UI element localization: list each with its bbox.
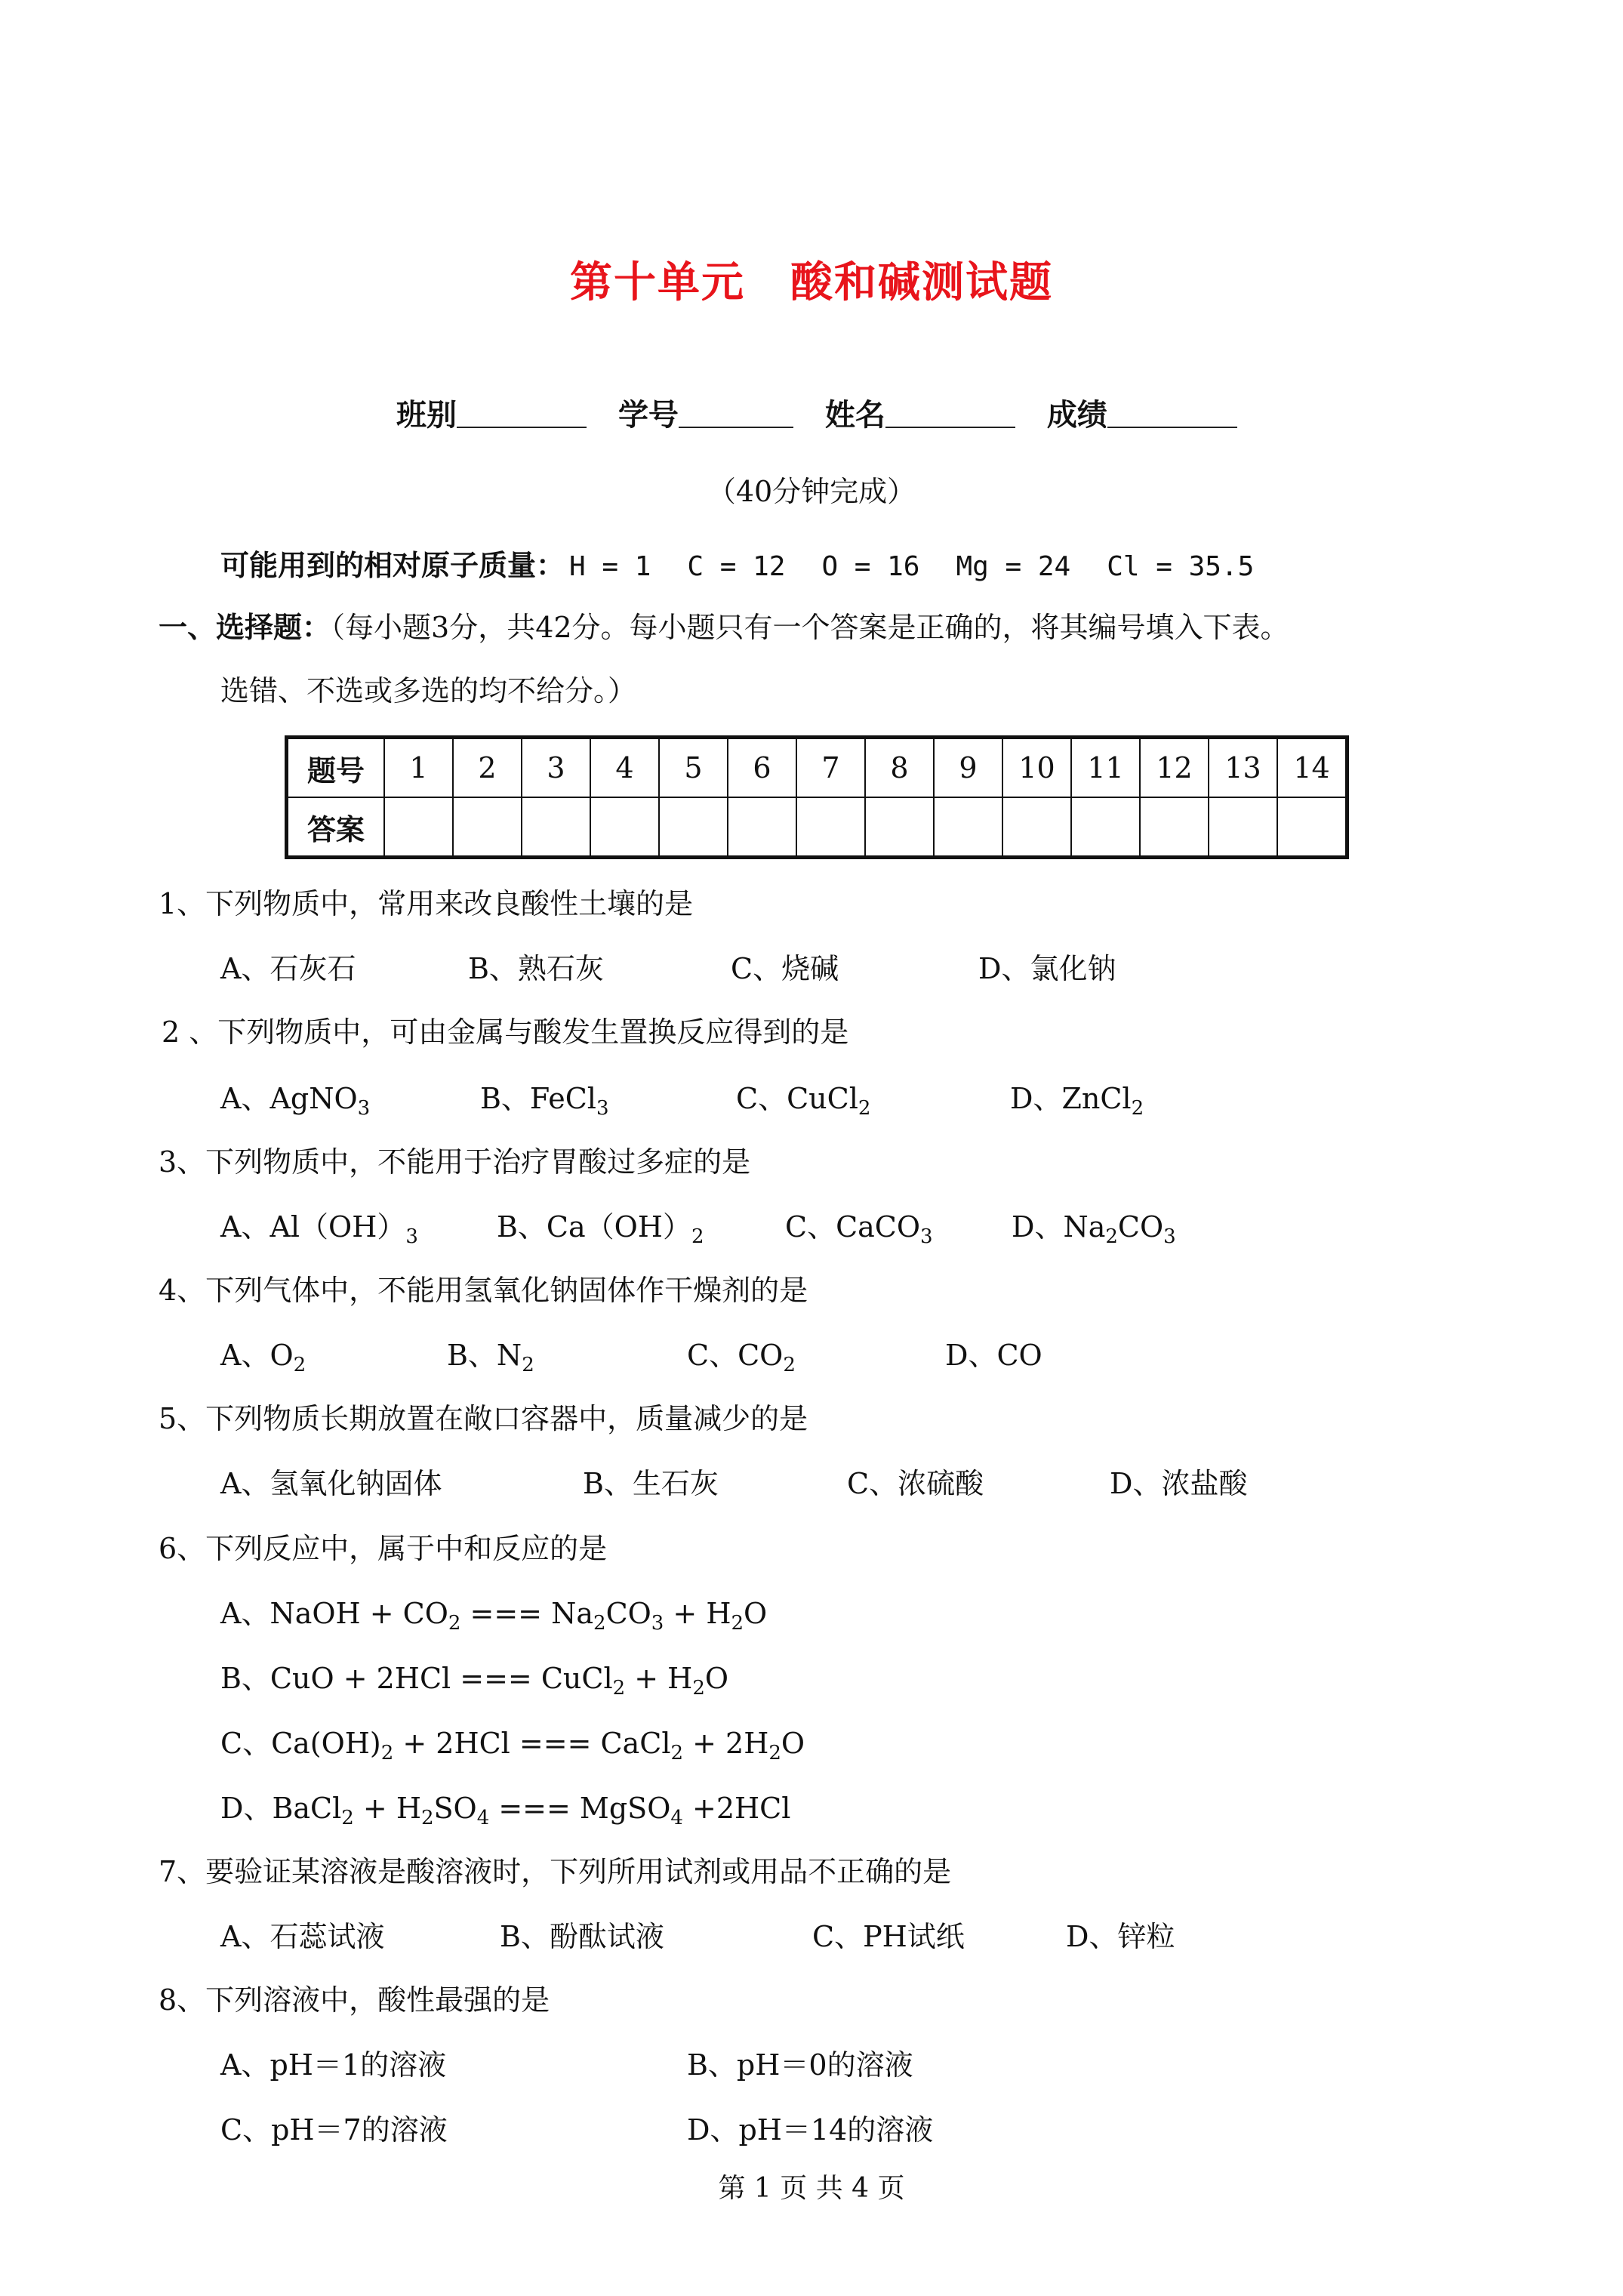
question-number-cell: 9	[934, 738, 1002, 798]
answer-table	[285, 735, 1349, 859]
score-label: 成绩	[1046, 397, 1107, 433]
question-number-cell: 1	[384, 738, 453, 798]
mass-o: O = 16	[821, 551, 920, 582]
question-2-stem: 2 、下列物质中，可由金属与酸发生置换反应得到的是	[162, 1015, 849, 1049]
q3-option-c: C、CaCO$_3$	[785, 1210, 933, 1248]
answer-cell[interactable]	[590, 797, 659, 858]
q7-option-b: B、酚酞试液	[500, 1920, 664, 1953]
question-4-stem: 4、下列气体中，不能用氢氧化钠固体作干燥剂的是	[159, 1274, 808, 1307]
q4-option-b: B、$N_2$	[447, 1339, 534, 1376]
q5-option-a: A、氢氧化钠固体	[220, 1467, 442, 1500]
question-number-cell: 11	[1071, 738, 1140, 798]
q6-option-a: A、NaOH + $CO_2$ === $Na_2CO_3 + H_2O$	[220, 1597, 768, 1635]
title-topic: 酸和碱测试题	[790, 257, 1053, 307]
question-number-cell: 12	[1140, 738, 1209, 798]
answer-table-number-row	[287, 738, 1347, 798]
question-number-cell: 14	[1277, 738, 1347, 798]
atomic-masses	[220, 542, 1254, 584]
answer-cell[interactable]	[1071, 797, 1140, 858]
answer-cell[interactable]	[1277, 797, 1347, 858]
mass-c: C = 12	[687, 551, 786, 582]
question-number-cell: 3	[522, 738, 590, 798]
page-footer: 第 1 页 共 4 页	[718, 2173, 905, 2204]
answer-cell[interactable]	[453, 797, 522, 858]
section-heading	[159, 604, 1289, 646]
q4-option-a: A、$O_2$	[220, 1339, 306, 1376]
q5-option-d: D、浓盐酸	[1110, 1467, 1248, 1500]
answer-cell[interactable]	[728, 797, 796, 858]
number-label: 学号	[617, 397, 679, 433]
question-5-stem: 5、下列物质长期放置在敞口容器中，质量减少的是	[159, 1402, 808, 1435]
q8-option-d: D、pH＝14的溶液	[687, 2113, 934, 2147]
q2-option-b: B、FeCl$_3$	[480, 1082, 609, 1120]
question-number-cell: 6	[728, 738, 796, 798]
question-number-cell: 5	[659, 738, 728, 798]
answer-cell[interactable]	[1002, 797, 1071, 858]
q4-option-c: C、$CO_2$	[687, 1339, 796, 1376]
title-unit: 第十单元	[570, 257, 745, 307]
answer-table-number-header: 题号	[287, 738, 385, 798]
q1-option-c: C、烧碱	[731, 952, 839, 985]
number-blank	[679, 399, 793, 428]
mass-h: H = 1	[569, 551, 651, 582]
page-title	[0, 249, 1623, 310]
q2-option-a: A、AgNO$_3$	[220, 1082, 371, 1120]
q8-option-a: A、pH＝1的溶液	[220, 2048, 447, 2082]
question-number-cell: 2	[453, 738, 522, 798]
q5-option-b: B、生石灰	[583, 1467, 719, 1500]
q8-option-b: B、pH＝0的溶液	[687, 2048, 913, 2082]
answer-cell[interactable]	[384, 797, 453, 858]
answer-table-answer-header: 答案	[287, 797, 385, 858]
score-blank	[1107, 399, 1237, 428]
name-label: 姓名	[824, 397, 885, 433]
question-7-stem: 7、要验证某溶液是酸溶液时，下列所用试剂或用品不正确的是	[159, 1855, 952, 1888]
question-8-stem: 8、下列溶液中，酸性最强的是	[159, 1983, 550, 2017]
q3-option-d: D、$Na_2CO_3$	[1012, 1210, 1176, 1248]
q7-option-c: C、PH试纸	[812, 1920, 965, 1953]
question-number-cell: 10	[1002, 738, 1071, 798]
q6-option-c: C、$Ca(OH)_2 + 2HCl$ === CaCl$_2$ + $2H_2O$	[220, 1727, 805, 1764]
student-info-line	[396, 391, 1258, 434]
q4-option-d: D、CO	[945, 1339, 1042, 1372]
question-6-stem: 6、下列反应中，属于中和反应的是	[159, 1532, 608, 1565]
q6-option-b: B、CuO + 2HCl === CuCl$_2$ + $H_2O$	[220, 1662, 729, 1700]
q8-option-c: C、pH＝7的溶液	[220, 2113, 448, 2147]
answer-cell[interactable]	[934, 797, 1002, 858]
question-number-cell: 4	[590, 738, 659, 798]
q1-option-a: A、石灰石	[220, 952, 356, 985]
question-1-stem: 1、下列物质中，常用来改良酸性土壤的是	[159, 887, 694, 920]
q2-option-d: D、ZnCl$_2$	[1010, 1082, 1144, 1120]
atomic-masses-label: 可能用到的相对原子质量：	[220, 548, 565, 582]
answer-cell[interactable]	[1140, 797, 1209, 858]
q2-option-c: C、CuCl$_2$	[736, 1082, 871, 1120]
mass-mg: Mg = 24	[956, 551, 1071, 582]
q3-option-b: B、$Ca(OH)_2$	[497, 1210, 704, 1248]
question-number-cell: 8	[865, 738, 934, 798]
question-number-cell: 13	[1209, 738, 1277, 798]
answer-cell[interactable]	[1209, 797, 1277, 858]
class-blank	[457, 399, 587, 428]
name-blank	[885, 399, 1015, 428]
answer-cell[interactable]	[865, 797, 934, 858]
class-label: 班别	[396, 397, 457, 433]
answer-cell[interactable]	[522, 797, 590, 858]
mass-cl: Cl = 35.5	[1107, 551, 1255, 582]
time-note: （40分钟完成）	[707, 475, 916, 508]
section-instructions-1: （每小题3分，共42分。每小题只有一个答案是正确的，将其编号填入下表。	[331, 611, 1289, 644]
q7-option-a: A、石蕊试液	[220, 1920, 385, 1953]
q7-option-d: D、锌粒	[1066, 1920, 1175, 1953]
answer-table-answer-row	[287, 797, 1347, 858]
q5-option-c: C、浓硫酸	[847, 1467, 984, 1500]
answer-cell[interactable]	[796, 797, 865, 858]
q1-option-d: D、氯化钠	[978, 952, 1116, 985]
section-label: 一、选择题：	[159, 610, 331, 644]
q6-option-d: D、BaCl$_2$ + $H_2SO_4$ === MgSO$_4$ +2HCl	[220, 1792, 791, 1829]
question-number-cell: 7	[796, 738, 865, 798]
question-3-stem: 3、下列物质中，不能用于治疗胃酸过多症的是	[159, 1145, 751, 1179]
q1-option-b: B、熟石灰	[468, 952, 604, 985]
q3-option-a: A、$Al(OH)_3$	[220, 1210, 418, 1248]
section-instructions-2: 选错、不选或多选的均不给分。）	[220, 674, 637, 707]
answer-cell[interactable]	[659, 797, 728, 858]
